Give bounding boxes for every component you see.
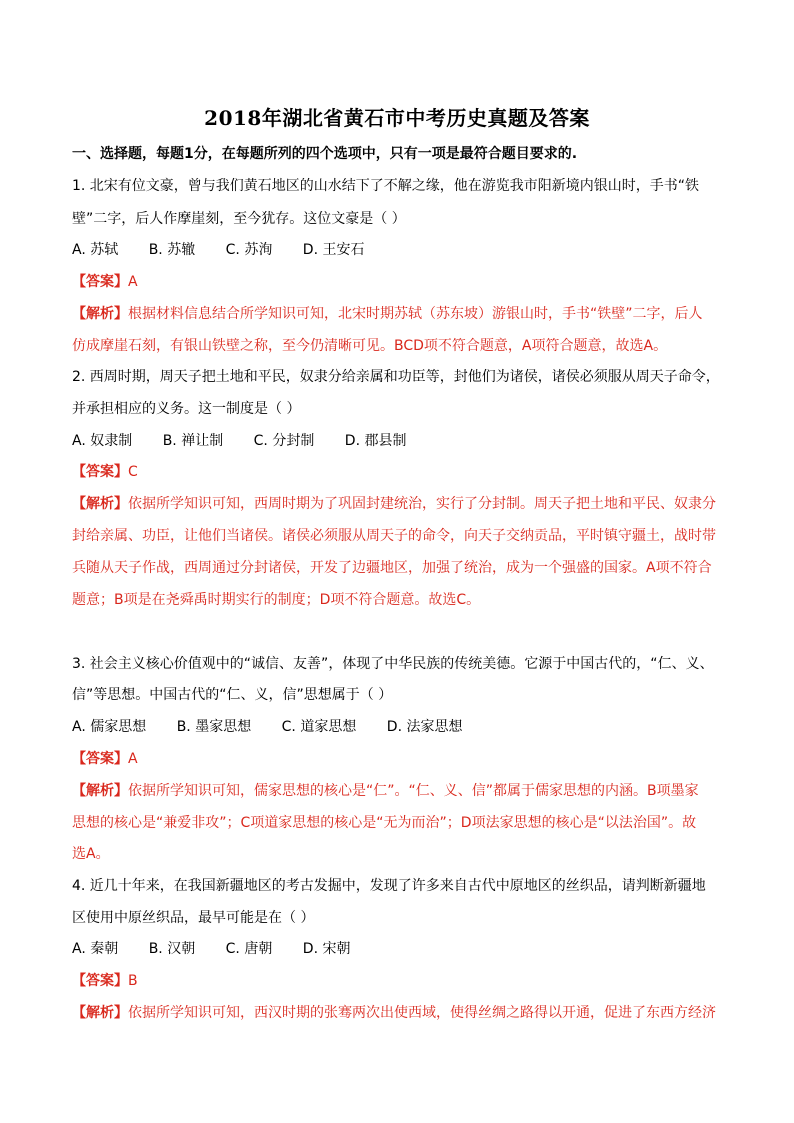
- answer-value: B: [128, 973, 138, 989]
- q1-option-d: D. 王安石: [302, 242, 365, 258]
- answer-value: A: [128, 751, 138, 767]
- q1-analysis-line-1: [72, 303, 732, 325]
- q4-stem-line-1: 4. 近几十年来，在我国新疆地区的考古发掘中，发现了许多来自古代中原地区的丝织品，请判断新疆地: [72, 878, 706, 894]
- answer-tag: 【答案】: [72, 274, 128, 290]
- q4-answer: [72, 970, 732, 992]
- q2-options: [72, 430, 732, 452]
- q3-analysis-line-2: 思想的核心是“兼爱非攻”；C项道家思想的核心是“无为而治”；D项法家思想的核心是“以法治国”。故: [72, 815, 697, 831]
- q3-answer: [72, 748, 732, 770]
- q4-option-d: D. 宋朝: [302, 941, 351, 957]
- q2-answer: [72, 461, 732, 483]
- q3-option-b: B. 墨家思想: [176, 719, 252, 735]
- q4-analysis-line-1: [72, 1002, 732, 1024]
- q2-analysis-line-1: [72, 493, 732, 515]
- q3-options: [72, 716, 732, 738]
- q1-option-b: B. 苏辙: [148, 242, 196, 258]
- q2-analysis-line-4: 题意；B项是在尧舜禹时期实行的制度；D项不符合题意。故选C。: [72, 592, 481, 608]
- q1-stem-line-2: 壁”二字，后人作摩崖刻，至今犹存。这位文豪是（ ）: [72, 211, 406, 227]
- answer-tag: 【答案】: [72, 973, 128, 989]
- q2-option-d: D. 郡县制: [344, 433, 407, 449]
- q3-stem-line-2: 信”等思想。中国古代的“仁、义，信”思想属于（ ）: [72, 687, 393, 703]
- analysis-text: 根据材料信息结合所学知识可知，北宋时期苏轼（苏东坡）游银山时，手书“铁壁”二字，后人: [128, 306, 703, 322]
- q4-option-c: C. 唐朝: [225, 941, 273, 957]
- answer-tag: 【答案】: [72, 751, 128, 767]
- answer-tag: 【答案】: [72, 464, 128, 480]
- section-heading: 一、选择题，每题1分，在每题所列的四个选项中，只有一项是最符合题目要求的.: [72, 146, 578, 162]
- q3-analysis-line-1: [72, 780, 732, 802]
- answer-value: A: [128, 274, 138, 290]
- q1-options: [72, 239, 732, 261]
- analysis-text: 依据所学知识可知，西周时期为了巩固封建统治，实行了分封制。周天子把土地和平民、奴隶分: [128, 496, 716, 512]
- q2-option-c: C. 分封制: [253, 433, 315, 449]
- q2-stem-line-1: 2. 西周时期，周天子把土地和平民，奴隶分给亲属和功臣等，封他们为诸侯，诸侯必须服从周天子命令，: [72, 369, 720, 385]
- q1-option-a: A. 苏轼: [72, 242, 119, 258]
- q2-analysis-line-3: 兵随从天子作战，西周通过分封诸侯，开发了边疆地区，加强了统治，成为一个强盛的国家。A项不符合: [72, 560, 712, 576]
- answer-value: C: [128, 464, 138, 480]
- q1-stem-line-1: 1. 北宋有位文豪，曾与我们黄石地区的山水结下了不解之缘，他在游览我市阳新境内银山时，手书“铁: [72, 178, 700, 194]
- q3-analysis-line-3: 选A。: [72, 846, 110, 862]
- analysis-tag: 【解析】: [72, 1005, 128, 1021]
- q4-option-b: B. 汉朝: [148, 941, 196, 957]
- analysis-tag: 【解析】: [72, 496, 128, 512]
- analysis-tag: 【解析】: [72, 306, 128, 322]
- q2-option-a: A. 奴隶制: [72, 433, 133, 449]
- q4-stem-line-2: 区使用中原丝织品，最早可能是在（ ）: [72, 910, 315, 926]
- q1-analysis-line-2: 仿成摩崖石刻，有银山铁壁之称，至今仍清晰可见。BCD项不符合题意，A项符合题意，故选A。: [72, 338, 668, 354]
- q4-option-a: A. 秦朝: [72, 941, 119, 957]
- q4-options: [72, 938, 732, 960]
- q3-stem-line-1: 3. 社会主义核心价值观中的“诚信、友善”，体现了中华民族的传统美德。它源于中国古代的，“仁、义、: [72, 656, 714, 672]
- q1-option-c: C. 苏洵: [225, 242, 273, 258]
- q2-stem-line-2: 并承担相应的义务。这一制度是（ ）: [72, 401, 301, 417]
- q3-option-d: D. 法家思想: [386, 719, 463, 735]
- analysis-text: 依据所学知识可知，儒家思想的核心是“仁”。“仁、义、信”都属于儒家思想的内涵。B项墨家: [128, 783, 699, 799]
- q2-option-b: B. 禅让制: [162, 433, 224, 449]
- analysis-tag: 【解析】: [72, 783, 128, 799]
- q1-answer: [72, 271, 732, 293]
- q3-option-a: A. 儒家思想: [72, 719, 147, 735]
- page-title: 2018年湖北省黄石市中考历史真题及答案: [204, 106, 590, 130]
- q3-option-c: C. 道家思想: [281, 719, 357, 735]
- analysis-text: 依据所学知识可知，西汉时期的张骞两次出使西域，使得丝绸之路得以开通，促进了东西方经济: [128, 1005, 716, 1021]
- q2-analysis-line-2: 封给亲属、功臣，让他们当诸侯。诸侯必须服从周天子的命令，向天子交纳贡品，平时镇守疆土，战时带: [72, 528, 716, 544]
